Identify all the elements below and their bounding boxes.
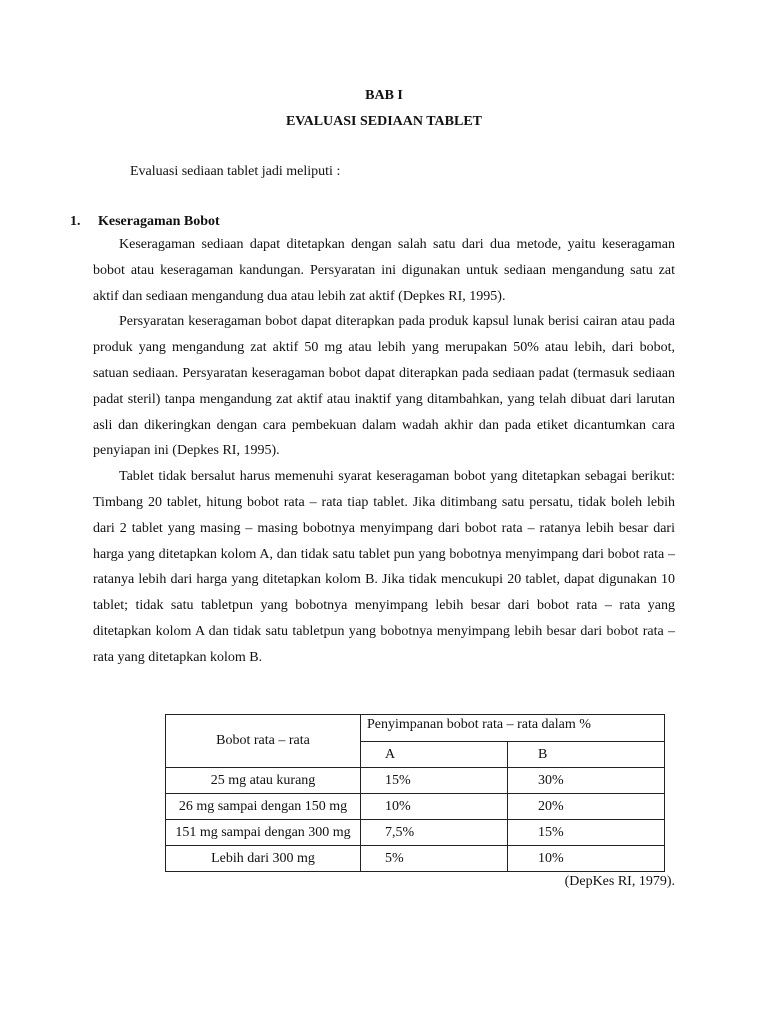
paragraph: Tablet tidak bersalut harus memenuhi syarat keseragaman bobot yang ditetapkan sebagai berikut: Timbang 20 tablet, hitung bobot rata – rata tiap tablet. Jika ditimbang satu persatu, tidak boleh lebih dari 2 tablet yang masing – masing bobotnya menyimpang dari bobot rata – ratanya lebih besar dari harga yang ditetapkan kolom A, dan tidak satu tablet pun yang bobotnya menyimpang dari bobot rata – ratanya lebih dari harga yang ditetapkan kolom B. Jika tidak mencukupi 20 tablet, dapat digunakan 10 tablet; tidak satu tabletpun yang bobotnya menyimpang lebih besar dari bobot rata – rata yang ditetapkan kolom A dan tidak satu tabletpun yang bobotnya menyimpang lebih besar dari bobot rata – rata yang ditetapkan kolom B. <box>93 469 675 665</box>
table-row <box>166 846 665 872</box>
cell-range: Lebih dari 300 mg <box>166 846 361 872</box>
cell-a: 7,5% <box>361 820 508 846</box>
col-header-a: A <box>361 742 508 768</box>
col-header-b: B <box>508 742 665 768</box>
paragraph: Persyaratan keseragaman bobot dapat diterapkan pada produk kapsul lunak berisi cairan atau pada produk yang mengandung zat aktif 50 mg atau lebih yang merupakan 50% atau lebih, dari bobot, satuan sediaan. Persyaratan keseragaman bobot dapat diterapkan pada sediaan padat (termasuk sediaan padat steril) tanpa mengandung zat aktif atau inaktif yang ditambahkan, yang telah dibuat dari larutan asli dan dikeringkan dengan cara pembekuan dalam wadah akhir dan pada etiket dicantumkan cara penyiapan ini (Depkes RI, 1995). <box>93 314 675 459</box>
cell-b: 15% <box>508 820 665 846</box>
table-row <box>166 820 665 846</box>
cell-b: 20% <box>508 794 665 820</box>
intro-text: Evaluasi sediaan tablet jadi meliputi : <box>130 164 341 179</box>
table-row <box>166 794 665 820</box>
section-body <box>93 232 675 671</box>
cell-range: 151 mg sampai dengan 300 mg <box>166 820 361 846</box>
section-number: 1. <box>70 214 81 229</box>
cell-b: 30% <box>508 768 665 794</box>
col-header-bobot: Bobot rata – rata <box>166 715 361 768</box>
table-row <box>166 768 665 794</box>
cell-a: 10% <box>361 794 508 820</box>
table-header-row <box>166 715 665 742</box>
section-heading <box>70 212 220 232</box>
col-group-header: Penyimpanan bobot rata – rata dalam % <box>361 715 665 742</box>
table-source-citation: (DepKes RI, 1979). <box>564 874 675 889</box>
cell-range: 25 mg atau kurang <box>166 768 361 794</box>
cell-a: 15% <box>361 768 508 794</box>
cell-a: 5% <box>361 846 508 872</box>
cell-b: 10% <box>508 846 665 872</box>
section-title: Keseragaman Bobot <box>98 214 220 229</box>
page-title: EVALUASI SEDIAAN TABLET <box>285 114 483 129</box>
cell-range: 26 mg sampai dengan 150 mg <box>166 794 361 820</box>
chapter-label: BAB I <box>365 88 403 103</box>
paragraph: Keseragaman sediaan dapat ditetapkan dengan salah satu dari dua metode, yaitu keseragaman bobot atau keseragaman kandungan. Persyaratan ini digunakan untuk sediaan mengandung satu zat aktif dan sediaan mengandung dua atau lebih zat aktif (Depkes RI, 1995). <box>93 237 675 304</box>
weight-deviation-table <box>165 714 665 872</box>
